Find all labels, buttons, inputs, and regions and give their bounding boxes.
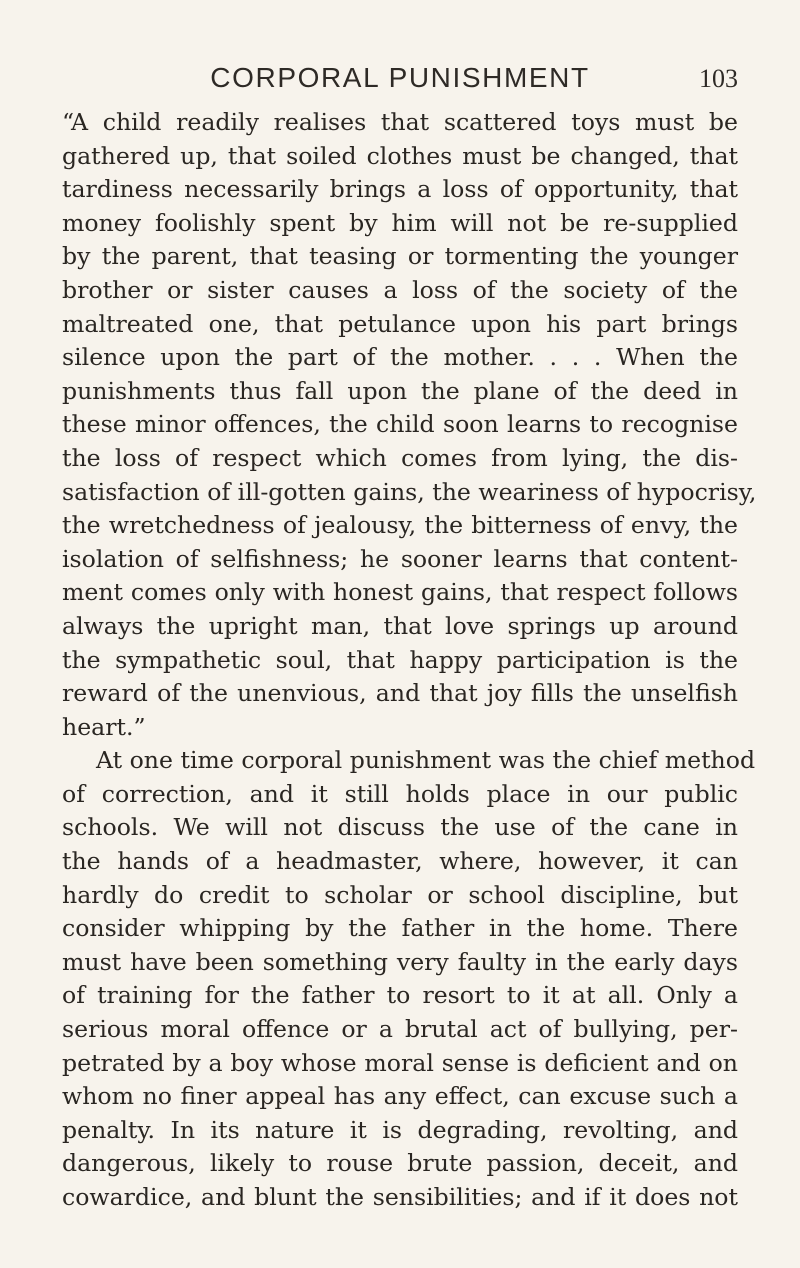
text-line: satisfaction of ill-gotten gains, the weariness of hypocrisy, bbox=[62, 477, 757, 506]
text-line: hardly do credit to scholar or school discipline, but bbox=[62, 880, 738, 909]
text-line: the sympathetic soul, that happy participation is the bbox=[62, 645, 738, 674]
text-line: brother or sister causes a loss of the society of the bbox=[62, 275, 738, 304]
text-line: money foolishly spent by him will not be re-supplied bbox=[62, 208, 738, 237]
body-text bbox=[62, 106, 757, 1215]
text-line: these minor offences, the child soon learns to recognise bbox=[62, 410, 738, 439]
text-line: isolation of selfishness; he sooner learns that content- bbox=[62, 544, 738, 573]
text-line: whom no finer appeal has any effect, can excuse such a bbox=[62, 1082, 738, 1111]
text-line: consider whipping by the father in the home. There bbox=[62, 914, 738, 943]
text-line: penalty. In its nature it is degrading, revolting, and bbox=[62, 1115, 738, 1144]
text-line: ment comes only with honest gains, that respect follows bbox=[62, 578, 738, 607]
text-line: petrated by a boy whose moral sense is deficient and on bbox=[62, 1048, 738, 1077]
text-line: of training for the father to resort to it at all. Only a bbox=[62, 981, 738, 1010]
text-line: punishments thus fall upon the plane of the deed in bbox=[62, 376, 738, 405]
text-line: gathered up, that soiled clothes must be changed, that bbox=[62, 141, 738, 170]
text-line: dangerous, likely to rouse brute passion, deceit, and bbox=[62, 1149, 738, 1178]
text-line: cowardice, and blunt the sensibilities; and if it does not bbox=[62, 1183, 738, 1211]
running-head bbox=[62, 62, 738, 106]
text-line: maltreated one, that petulance upon his part brings bbox=[62, 309, 738, 338]
text-line: the hands of a headmaster, where, however, it can bbox=[62, 847, 738, 876]
page-number: 103 bbox=[699, 64, 738, 93]
text-line: silence upon the part of the mother. . . . When the bbox=[62, 343, 738, 372]
text-line: the loss of respect which comes from lying, the dis- bbox=[62, 443, 738, 472]
text-line: by the parent, that teasing or tormenting the younger bbox=[62, 242, 738, 271]
running-title: CORPORAL PUNISHMENT bbox=[210, 62, 590, 93]
text-line: must have been something very faulty in the early days bbox=[62, 947, 738, 976]
text-line: tardiness necessarily brings a loss of opportunity, that bbox=[62, 175, 738, 204]
text-line: “A child readily realises that scattered toys must be bbox=[62, 108, 738, 136]
text-line: serious moral offence or a brutal act of bullying, per- bbox=[62, 1015, 738, 1044]
text-line: At one time corporal punishment was the chief method bbox=[96, 746, 756, 775]
text-line: heart.” bbox=[62, 712, 146, 741]
text-line: always the upright man, that love springs up around bbox=[62, 611, 738, 640]
book-page bbox=[62, 62, 757, 1215]
text-line: of correction, and it still holds place in our public bbox=[62, 779, 738, 808]
text-line: the wretchedness of jealousy, the bitterness of envy, the bbox=[62, 511, 738, 540]
text-line: schools. We will not discuss the use of the cane in bbox=[62, 813, 738, 842]
text-line: reward of the unenvious, and that joy fills the unselfish bbox=[62, 679, 738, 708]
